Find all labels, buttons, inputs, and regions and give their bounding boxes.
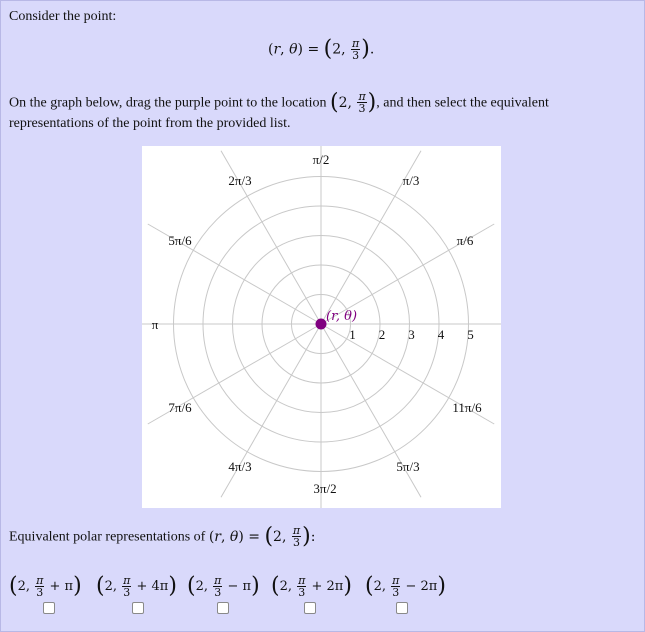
draggable-point[interactable] [316,319,327,330]
angle-label: 2π/3 [228,173,252,188]
option-5-checkbox[interactable] [396,602,408,614]
radius-label: 4 [437,327,445,342]
radius-label: 1 [349,327,356,342]
instruction-part2: , and then select the equivalent [376,95,549,111]
option-1-checkbox[interactable] [43,602,55,614]
radius-label: 3 [408,327,415,342]
eq-theta: θ [289,41,298,58]
equivalent-heading: Equivalent polar representations of (r, θ) = (2, $\frac{\pi}{3}$ ): [9,523,316,549]
angle-label: 5π/3 [396,459,420,474]
option-3: (2, $\frac{\pi}{3}$ − π) [187,573,260,599]
intro-text: Consider the point: [9,9,117,24]
angle-label: π [151,317,159,332]
angle-label: π/3 [402,173,420,188]
option-1: (2, $\frac{\pi}{3}$ + π) [9,573,82,599]
option-2-checkbox[interactable] [132,602,144,614]
eq-r-value: 2 [332,41,342,58]
eq-fraction: $\frac{\pi}{3}$ [352,37,360,62]
angle-label: π/6 [456,233,474,248]
polar-grid [142,146,501,508]
option-2: (2, $\frac{\pi}{3}$ + 4π) [96,573,177,599]
angle-label: π/2 [312,152,330,167]
angle-label: 3π/2 [313,481,337,496]
angle-label: 7π/6 [168,400,192,415]
eq-sign: = [307,41,320,58]
angle-label: 11π/6 [452,400,482,415]
angle-label: 4π/3 [228,459,252,474]
option-4: (2, $\frac{\pi}{3}$ + 2π) [271,573,352,599]
point-equation: (r, θ) = (2, $\frac{\pi}{3}$ ). [268,36,375,62]
eq-r: r [273,41,281,58]
radius-label: 5 [467,327,474,342]
instruction-line1: On the graph below, drag the purple point to the location (2, $\frac{\pi}{3}$ ), and then select the equivalent [9,89,549,115]
option-3-checkbox[interactable] [217,602,229,614]
polar-graph[interactable] [142,146,501,508]
option-4-checkbox[interactable] [304,602,316,614]
radius-label: 2 [378,327,386,342]
instruction-line2: representations of the point from the provided list. [9,116,291,131]
instruction-part1: On the graph below, drag the purple point to the location [9,95,327,111]
option-5: (2, $\frac{\pi}{3}$ − 2π) [365,573,446,599]
angle-label: 5π/6 [168,233,192,248]
point-label: (r, θ) [326,309,358,324]
